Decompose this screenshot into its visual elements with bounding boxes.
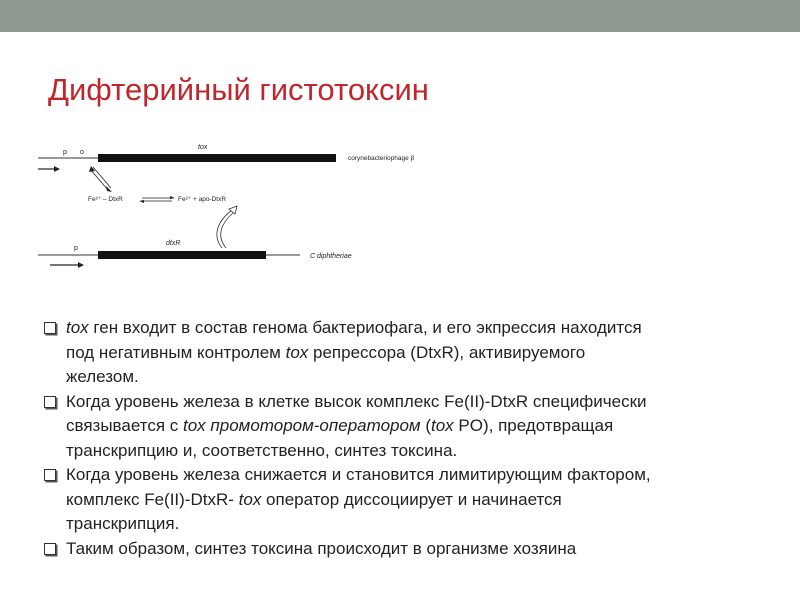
italic-text: tox [430,416,454,435]
regulation-diagram [36,138,415,278]
label-bacterium: C diphtheriae [310,253,352,260]
text-segment: транскрипция. [66,514,180,533]
bullet-line [66,537,754,562]
text-segment: под негативным контролем [66,342,286,362]
text-segment: Когда уровень железа в клетке высок комплекс Fe(II)-DtxR специфически [66,391,647,411]
bullet-item [44,537,754,562]
top-banner [0,0,800,32]
bullet-line [66,463,754,488]
binding-arrowhead-down [106,186,112,192]
bullet-line [66,439,754,464]
label-o-top: o [80,149,84,156]
italic-text: tox промотором-оператором [183,416,421,435]
binding-arrowhead-up [89,166,95,172]
italic-text: tox [238,489,262,509]
bullet-item [44,390,754,464]
bullet-item [44,316,754,390]
slide-title: Дифтерийный гистотоксин [48,72,429,107]
complex-label: Fe²⁺ – DtxR [88,196,123,203]
bullet-line [66,414,754,439]
checkbox-bullet-icon [44,543,56,555]
italic-text: tox [66,318,89,337]
text-segment: транскрипцию и, соответственно, синтез токсина. [66,440,458,460]
tox-gene-bar [98,154,336,162]
text-segment: связывается с [66,416,183,435]
checkbox-bullet-icon [44,469,56,481]
equilibrium-head-back [139,200,144,203]
label-tox-gene: tox [198,144,208,151]
bullet-line [66,512,754,537]
expression-arrowhead [229,206,237,214]
text-segment: ( [420,416,431,435]
bullet-item [44,463,754,537]
text-segment: Таким образом, синтез токсина происходит в организме хозяина [66,538,577,558]
text-segment: PO), предотвращая [453,416,614,435]
italic-text: tox [285,342,309,362]
text-segment: железом. [66,367,139,386]
bullet-line [66,390,754,415]
label-p-bottom: p [74,245,78,252]
bullet-list [44,316,754,561]
text-segment: оператор диссоциирует и начинается [261,489,562,509]
bullet-line [66,365,754,390]
tox-transcription-arrowhead [54,166,60,172]
dtxr-transcription-arrowhead [78,262,84,268]
checkbox-bullet-icon [44,396,56,408]
binding-double-arrow [90,169,108,190]
text-segment: Когда уровень железа снижается и становится лимитирующим фактором, [66,465,651,484]
text-segment: репрессора (DtxR), активируемого [308,342,586,362]
label-phage: corynebacteriophage β [348,155,415,162]
checkbox-bullet-icon [44,322,56,334]
bullet-line [66,488,754,513]
equilibrium-head-forward [170,196,175,199]
apo-label: Fe²⁺ + apo-DtxR [178,196,227,203]
label-dtxr-gene: dtxR [166,240,181,247]
bullet-line [66,341,754,366]
bullet-line [66,316,754,341]
text-segment: комплекс Fe(II)-DtxR- [66,489,239,509]
text-segment: ген входит в состав генома бактериофага, и его экпрессия находится [88,318,642,337]
label-p-top: p [63,149,67,156]
expression-curved-arrow-2 [221,212,234,248]
dtxr-gene-bar [98,251,266,259]
binding-double-arrow-2 [93,167,111,188]
